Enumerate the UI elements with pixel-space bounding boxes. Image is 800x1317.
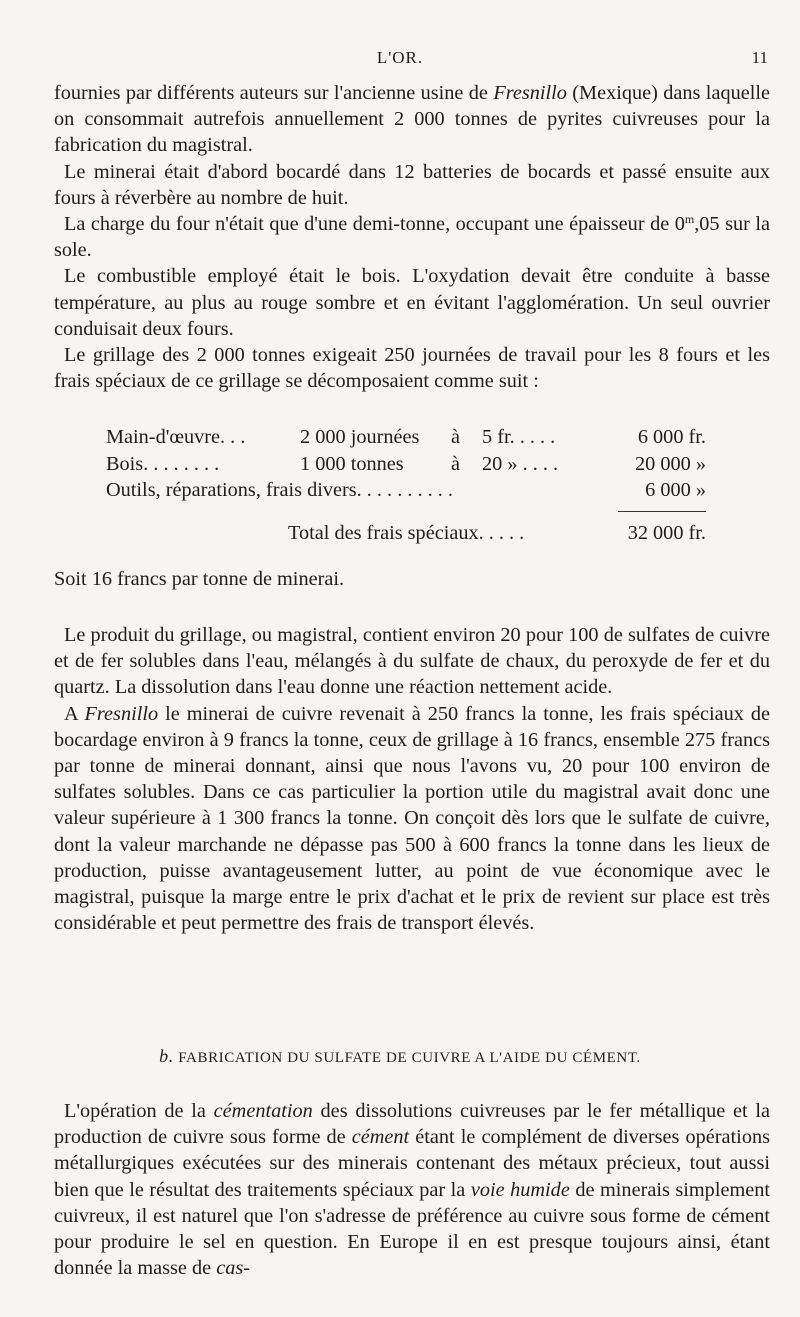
- cost-item: Bois. . . . . . . .: [106, 452, 220, 475]
- text-block-bottom: [54, 1098, 770, 1281]
- cost-item: Outils, réparations, frais divers. . . . . . . . . .: [106, 479, 453, 502]
- paragraph-5: Le grillage des 2 000 tonnes exigeait 250 journées de travail pour les 8 fours et les frais spéciaux de ce grillage se décomposaient comme suit :: [54, 344, 770, 393]
- running-title: L'OR.: [376, 48, 424, 67]
- cost-item: Main-d'œuvre. . .: [106, 426, 246, 448]
- total-rule: [618, 511, 706, 512]
- paragraph-8: L'opération de la cémentation des dissolutions cuivreuses par le fer métallique et la production de cuivre sous forme de cément étant le complément de diverses opérations métallurgiques exécutées sur des minerais contenant des métaux précieux, tout aussi bien que le résultat des traitements spéciaux par la voie humide de minerais simplement cuivreux, il est naturel que l'on s'adresse de préférence au cuivre sous forme de cément pour produire le sel en question. En Europe il en est presque toujours ainsi, étant donnée la masse de cas-: [54, 1100, 771, 1280]
- section-letter: b.: [159, 1046, 174, 1066]
- cost-row: [106, 424, 706, 451]
- cost-row: [106, 477, 706, 504]
- paragraph-6: Le produit du grillage, ou magistral, contient environ 20 pour 100 de sulfates de cuivre et de fer solubles dans l'eau, mélangés à du sulfate de chaux, du peroxyde de fer et du quartz. La dissolution dans l'eau donne une réaction nettement acide.: [54, 624, 770, 699]
- total-amount: 32 000 fr.: [627, 522, 706, 544]
- cost-amount: 6 000 fr.: [637, 426, 706, 448]
- paragraph-1: fournies par différents auteurs sur l'ancienne usine de Fresnillo (Mexique) dans laquelle on consommait autrefois annuellement 2 000 tonnes de pyrites cuivreuses pour la fabrication du magistral.: [54, 82, 770, 157]
- cost-qty: 2 000 journées: [300, 426, 420, 448]
- text-block-top: [54, 80, 770, 394]
- cost-table: [106, 424, 706, 504]
- total-label: Total des frais spéciaux. . . . .: [288, 522, 525, 544]
- cost-prep: à: [451, 426, 461, 448]
- per-tonne-line: Soit 16 francs par tonne de minerai.: [54, 568, 345, 590]
- paragraph-2: Le minerai était d'abord bocardé dans 12 batteries de bocards et passé ensuite aux fours à réverbère au nombre de huit.: [54, 160, 770, 209]
- cost-qty: 1 000 tonnes: [300, 452, 404, 475]
- cost-rate: 5 fr. . . . .: [482, 426, 556, 448]
- cost-rate: 20 » . . . .: [482, 452, 559, 475]
- cost-amount: 6 000 »: [645, 479, 706, 502]
- cost-amount: 20 000 »: [635, 452, 706, 475]
- paragraph-4: Le combustible employé était le bois. L'oxydation devait être conduite à basse température, au plus au rouge sombre et en évitant l'agglomération. Un seul ouvrier conduisait deux fours.: [54, 265, 770, 340]
- section-heading: [0, 1046, 800, 1067]
- text-block-middle: [54, 622, 770, 936]
- page-header: [0, 48, 800, 74]
- paragraph-7: A Fresnillo le minerai de cuivre revenait à 250 francs la tonne, les frais spéciaux de bocardage environ à 9 francs la tonne, ceux de grillage à 16 francs, ensemble 275 francs par tonne de minerai donnant, ainsi que nous l'avons vu, 20 pour 100 environ de sulfates solubles. Dans ce cas particulier la portion utile du magistral avait donc une valeur supérieure à 1 300 francs la tonne. On conçoit dès lors que le sulfate de cuivre, dont la valeur marchande ne dépasse pas 500 à 600 francs la tonne dans les lieux de production, puisse avantageusement lutter, au point de vue économique avec le magistral, puisque la marge entre le prix d'achat et le prix de revient sur place est très considérable et peut permettre des frais de transport élevés.: [54, 702, 770, 935]
- paragraph-3: La charge du four n'était que d'une demi-tonne, occupant une épaisseur de 0$^m$,05 sur la sole.: [54, 212, 770, 262]
- cost-row: [106, 451, 706, 478]
- section-title: FABRICATION DU SULFATE DE CUIVRE A L'AIDE DU CÉMENT.: [178, 1050, 641, 1066]
- page-number: 11: [751, 48, 768, 67]
- cost-prep: à: [451, 452, 461, 475]
